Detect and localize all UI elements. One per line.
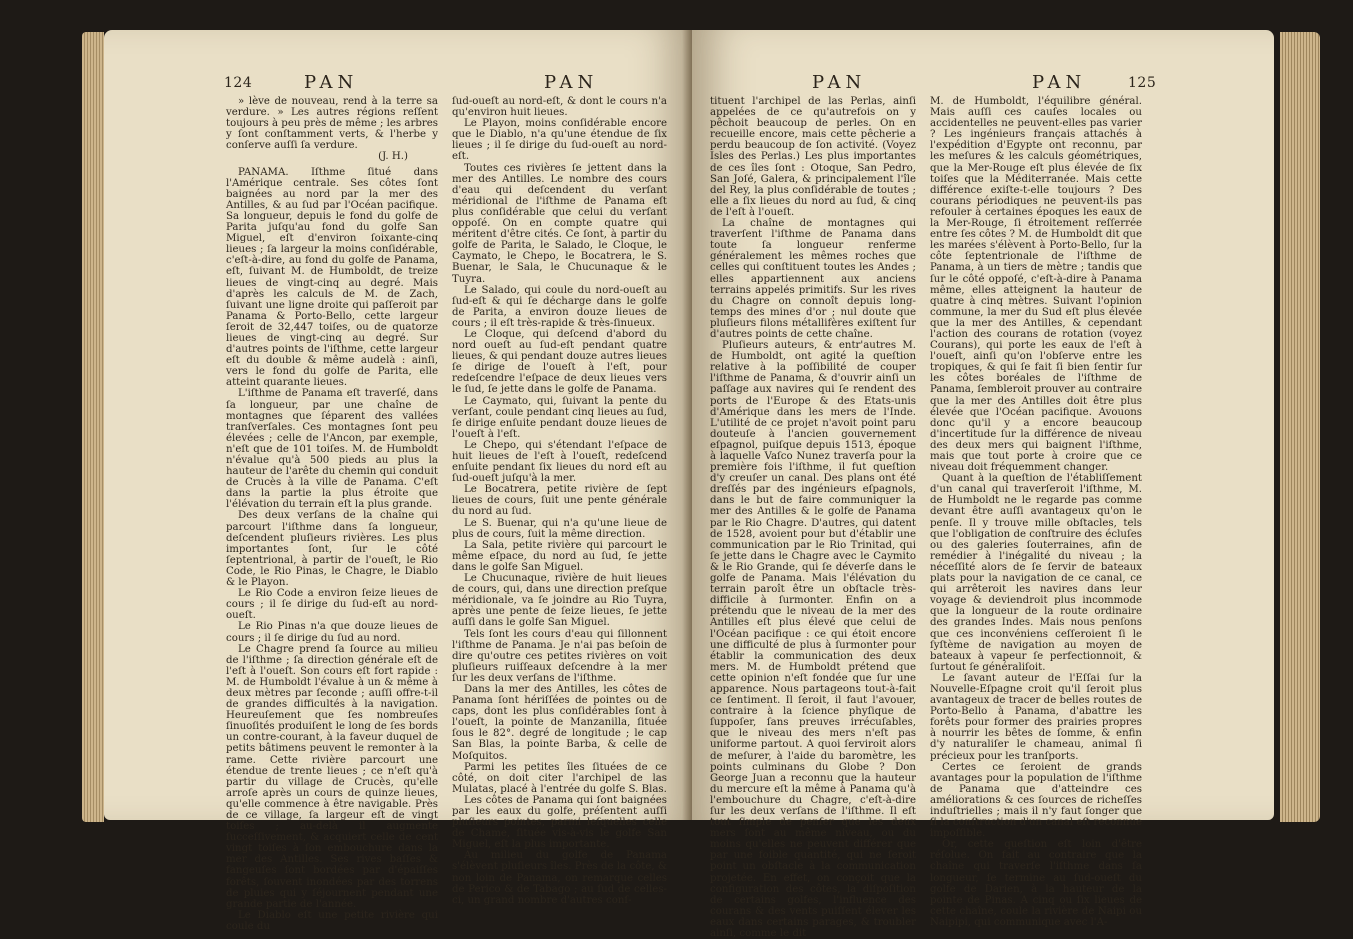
- right-running-head-2: PAN: [1032, 72, 1087, 93]
- right-page-edges: [1280, 32, 1320, 822]
- paragraph: Le Diablo eſt une petite rivière qui coule du: [226, 909, 438, 932]
- signature: (J. H.): [378, 151, 408, 163]
- paragraph: Le Salado, qui coule du nord-oueſt au ſud-eſt & qui ſe décharge dans le golfe de Parita, a environ douze lieues de cours ; il eſt très-rapide & très-ſinueux.: [452, 284, 667, 329]
- paragraph: Le Chagre prend ſa ſource au milieu de l'iſthme ; ſa direction générale eſt de l'eſt à l'oueſt. Son cours eſt fort rapide : M. de Humboldt l'évalue à un & même à deux mètres par ſeconde ; auſſi offre-t-il de grandes difficultés à la navigation. Heureuſement que ſes nombreuſes ſinuoſités produiſent le long de ſes bords un contre-courant, à la faveur duquel de petits bâtimens peuvent le remonter à la rame. Cette rivière parcourt une étendue de trente lieues ; ce n'eſt qu'à partir du village de Crucès, qu'elle arroſe après un cours de quinze lieues, qu'elle commence à être navigable. Près de ce village, ſa largeur eſt de vingt toiſes ; au-delà il augmente ſucceſſivement, & acquiert celle de cent vingt toiſes à ſon embouchure dans la mer des Antilles. Ses rives baſſes & fangeuſes ſont bordées par d'épaiſſes forêts, ſouvent inondées par des torrens de pluies qui y ſéjournent pendant une grande partie de l'année.: [226, 643, 438, 910]
- paragraph: Tels ſont les cours d'eau qui ſillonnent l'iſthme de Panama. Je n'ai pas beſoin de dire qu'outre ces petites rivières on voit pluſieurs ruiſſeaux deſcendre à la mer ſur les deux verſans de l'iſthme.: [452, 628, 667, 684]
- paragraph: Le Cloque, qui deſcend d'abord du nord oueſt au ſud-eſt pendant quatre lieues, & qui pendant douze autres lieues ſe dirige de l'oueſt à l'eſt, pour redeſcendre l'eſpace de deux lieues vers le ſud, ſe jette dans le golfe de Panama.: [452, 328, 667, 396]
- left-page: [104, 30, 692, 932]
- paragraph: Au milieu du golfe de Panama s'élèvent pluſieurs îles. Près de la côte, & non loin de Panama, on remarque celles de Perico & de Tabago ; au ſud de celles-ci, un grand nombre d'autres conſ-: [452, 850, 667, 906]
- paragraph: La chaîne de montagnes qui traverſent l'iſthme de Panama dans toute ſa longueur renferme généralement les mêmes roches que celles qui conſtituent toutes les Andes ; elles appartiennent aux anciens terrains appelés primitifs. Sur les rives du Chagre on connoît depuis long-temps des mines d'or ; nul doute que pluſieurs filons métallifères exiſtent ſur d'autres points de cette chaîne.: [710, 218, 916, 340]
- right-page-number: 125: [1128, 75, 1157, 91]
- paragraph: Le Rio Pinas n'a que douze lieues de cours ; il ſe dirige du ſud au nord.: [226, 621, 438, 644]
- left-page-edges: [82, 32, 104, 822]
- right-page: [692, 30, 1274, 939]
- paragraph: Le Playon, moins conſidérable encore que le Diablo, n'a qu'une étendue de ſix lieues ; il ſe dirige du ſud-oueſt au nord-eſt.: [452, 118, 667, 163]
- paragraph: PANAMA. Iſthme ſitué dans l'Amérique centrale. Ses côtes ſont baignées au nord par la mer des Antilles, & au ſud par l'Océan pacifique. Sa longueur, depuis le fond du golfe de Parita juſqu'au fond du golfe San Miguel, eſt d'environ ſoixante-cinq lieues ; ſa largeur la moins conſidérable, c'eſt-à-dire, au fond du golfe de Panama, eſt, ſuivant M. de Humboldt, de treize lieues de vingt-cinq au degré. Mais d'après les calculs de M. de Zach, ſuivant une ligne droite qui paſſeroit par Panama & Porto-Bello, cette largeur ſeroit de 32,447 toiſes, ou de quatorze lieues de vingt-cinq au degré. Sur d'autres points de l'iſthme, cette largeur eſt du double & même audelà : ainſi, vers le fond du golfe de Parita, elle atteint quarante lieues.: [226, 166, 438, 389]
- paragraph: Le Chucunaque, rivière de huit lieues de cours, qui, dans une direction preſque méridionale, va ſe joindre au Rio Tuyra, après une pente de ſeize lieues, ſe jette auſſi dans le golfe San Miguel.: [452, 573, 667, 629]
- right-column-1: [710, 96, 916, 939]
- paragraph: Des deux verſans de la chaîne qui parcourt l'iſthme dans ſa longueur, deſcendent pluſieurs rivières. Les plus importantes ſont, ſur le côté ſeptentrional, à partir de l'oueſt, le Rio Code, le Rio Pinas, le Chagre, le Diablo & le Playon.: [226, 510, 438, 589]
- open-book: [96, 18, 1306, 939]
- left-page-number: 124: [224, 75, 253, 91]
- paragraph: » lève de nouveau, rend à la terre sa verdure. » Les autres régions reſſent toujours à peu près de même ; les arbres y ſont conſtamment verts, & l'herbe y conſerve auſſi ſa verdure.: [226, 96, 438, 152]
- paragraph: ſud-oueſt au nord-eſt, & dont le cours n'a qu'environ huit lieues.: [452, 96, 667, 119]
- paragraph: Pluſieurs auteurs, & entr'autres M. de Humboldt, ont agité la queſtion relative à la poſſibilité de couper l'iſthme de Panama, & d'ouvrir ainſi un paſſage aux navires qui ſe rendent des ports de l'Europe & des Etats-unis d'Amérique dans les mers de l'Inde. L'utilité de ce projet n'avoit point paru douteuſe à l'ancien gouvernement eſpagnol, puiſque depuis 1513, époque à laquelle Vaſco Nunez traverſa pour la première fois l'iſthme, il fut queſtion d'y creuſer un canal. Des plans ont été dreſſés par des ingénieurs eſpagnols, dans le but de faire communiquer la mer des Antilles & le golfe de Panama par le Rio Chagre. D'autres, qui datent de 1528, avoient pour but d'établir une communication par le Rio Trinitad, qui ſe jette dans le Chagre avec le Caymito & le Rio Grande, qui ſe déverſe dans le golfe de Panama. Mais l'élévation du terrain paroît être un obſtacle très-difficile à ſurmonter. Enfin on a prétendu que le niveau de la mer des Antilles eſt plus élevé que celui de l'Océan pacifique : ce qui étoit encore une difficulté de plus à ſurmonter pour établir la communication des deux mers. M. de Humboldt prétend que cette opinion n'eſt fondée que ſur une apparence. Nous partageons tout-à-fait ce ſentiment. Il ſeroit, il faut l'avouer, contraire à la ſcience phyſique de ſuppoſer, ſans preuves irrécuſables, que le niveau des mers n'eſt pas uniforme partout. A quoi ſerviroit alors de meſurer, à l'aide du baromètre, les points culminans du Globe ? Don George Juan a reconnu que la hauteur du mercure eſt la même à Panama qu'à l'embouchure du Chagre, c'eſt-à-dire ſur les deux verſans de l'iſthme. Il eſt tout ſimple de penſer que les deux mers ſont au même niveau, ou du moins qu'elles ne peuvent différer que par une foible quantité, qui ne ſeroit point un obſtacle à la communication projetée. En effet, on conçoit que la configuration des côtes, la diſpoſition de certains golfes, l'influence des courans & des vents puiſſent élever les eaux dans certains parages, & troubler ainſi, comme le dit: [710, 340, 916, 939]
- paragraph: Le Bocatrera, petite rivière de ſept lieues de cours, ſuit une pente générale du nord au ſud.: [452, 484, 667, 518]
- right-column-2: [930, 96, 1143, 928]
- left-column-1: [226, 96, 438, 932]
- left-column-2: [452, 96, 668, 906]
- paragraph: tituent l'archipel de las Perlas, ainſi appelées de ce qu'autrefois on y pêchoit beaucoup de perles. On en recueille encore, mais cette pêcherie a perdu beaucoup de ſon activité. (Voyez Isles des Perlas.) Les plus importantes de ces îles ſont : Otoque, San Pedro, San Joſé, Galera, & principalement l'île del Rey, la plus conſidérable de toutes ; elle a ſix lieues du nord au ſud, & cinq de l'eſt à l'oueſt.: [710, 96, 916, 218]
- paragraph: Le Rio Code a environ ſeize lieues de cours ; il ſe dirige du ſud-eſt au nord-oueſt.: [226, 588, 438, 622]
- paragraph: La Sala, petite rivière qui parcourt le même eſpace, du nord au ſud, ſe jette dans le golfe San Miguel.: [452, 539, 667, 573]
- paragraph: Certes ce ſeroient de grands avantages pour la population de l'iſthme de Panama que d'atteindre ces améliorations & ces ſources de richeſſes induſtrielles ; mais il n'y faut ſonger que ſi la conſtruction d'un canal eſt reconnue impoſſible.: [930, 761, 1142, 840]
- paragraph: Or, cette queſtion eſt loin d'être réſolue. On fait au contraire que la chaîne qui traverſe l'iſthme dans ſa longueur, ſe termine au ſud-oueſt du golfe de Darien, à la hauteur de la pointe de Pinas. A cinq ou ſix lieues de cette chaîne, coule la rivière de Naipi ou Naipipi, qui communique avec l'A-: [930, 839, 1142, 928]
- paragraph: L'iſthme de Panama eſt traverſé, dans ſa longueur, par une chaîne de montagnes que ſéparent des vallées tranſverſales. Ces montagnes ſont peu élevées ; celle de l'Ancon, par exemple, n'eſt que de 101 toiſes. M. de Humboldt n'évalue qu'à 500 pieds au plus la hauteur de l'arête du chemin qui conduit de Crucès à la ville de Panama. C'eſt dans la partie la plus étroite que l'élévation du terrain eſt la plus grande.: [226, 388, 438, 511]
- paragraph: Les côtes de Panama qui ſont baignées par les eaux du golfe, préſentent auſſi pluſieurs pointes, parmi leſquelles celle de Chame, ſituée vis-à-vis le golfe San Miguel, eſt la plus importante.: [452, 794, 667, 851]
- paragraph: Le Chepo, qui s'étendant l'eſpace de huit lieues de l'eſt à l'oueſt, redeſcend enſuite pendant ſix lieues du nord eſt au ſud-oueſt juſqu'à la mer.: [452, 439, 667, 485]
- right-running-head-1: PAN: [812, 72, 867, 93]
- paragraph: Dans la mer des Antilles, les côtes de Panama ſont hériſſées de pointes ou de caps, dont les plus conſidérables ſont à l'oueſt, la pointe de Manzanilla, ſituée ſous le 82°. degré de longitude ; le cap San Blas, la pointe Barba, & celle de Moſquitos.: [452, 683, 667, 762]
- paragraph: Le ſavant auteur de l'Eſſai ſur la Nouvelle-Eſpagne croit qu'il ſeroit plus avantageux de tracer de belles routes de Porto-Bello à Panama, d'abattre les forêts pour former des prairies propres à nourrir les bêtes de ſomme, & enfin d'y naturaliſer le chameau, animal ſi précieux pour les tranſports.: [930, 672, 1142, 762]
- left-running-head-2: PAN: [544, 72, 599, 93]
- paragraph: Le Caymato, qui, ſuivant la pente du verſant, coule pendant cinq lieues au ſud, ſe dirige enſuite pendant douze lieues de l'oueſt à l'eſt.: [452, 395, 668, 440]
- paragraph: Parmi les petites îles ſituées de ce côté, on doit citer l'archipel de las Mulatas, placé à l'entrée du golfe S. Blas.: [452, 761, 667, 795]
- paragraph: Quant à la queſtion de l'établiſſement d'un canal qui traverſeroit l'iſthme, M. de Humboldt ne le regarde pas comme devant être auſſi avantageux qu'on le penſe. Il y trouve mille obſtacles, tels que l'obligation de conſtruire des écluſes ou des galeries ſouterraines, afin de remédier à l'inégalité du niveau ; la néceſſité alors de ſe ſervir de bateaux plats pour la navigation de ce canal, ce qui arrêteroit les navires dans leur voyage & deviendroit plus incommode que la longueur de la route ordinaire des grandes Indes. Mais nous penſons que ces inconvéniens ceſſeroient ſi le ſyſtème de navigation au moyen de bateaux à vapeur ſe perfectionnoit, & ſurtout ſe généraliſoit.: [930, 473, 1142, 673]
- left-running-head-1: PAN: [304, 72, 359, 93]
- paragraph: Le S. Buenar, qui n'a qu'une lieue de plus de cours, ſuit la même direction.: [452, 517, 667, 540]
- paragraph: M. de Humboldt, l'équilibre général. Mais auſſi ces cauſes locales ou accidentelles ne peuvent-elles pas varier ? Les ingénieurs français attachés à l'expédition d'Egypte ont reconnu, par les meſures & les calculs géométriques, que la Mer-Rouge eſt plus élevée de ſix toiſes que la Méditerranée. Mais cette différence exiſte-t-elle toujours ? Des courans périodiques ne peuvent-ils pas refouler à certaines époques les eaux de la Mer-Rouge, ſi étroitement reſſerrée entre ſes côtes ? M. de Humboldt dit que les marées s'élèvent à Porto-Bello, ſur la côte ſeptentrionale de l'iſthme de Panama, à un tiers de mètre ; tandis que ſur le côté oppoſé, c'eſt-à-dire à Panama même, elles atteignent la hauteur de quatre à cinq mètres. Suivant l'opinion commune, la mer du Sud eſt plus élevée que la mer des Antilles, & cependant l'action des courans de rotation (voyez Courans), qui porte les eaux de l'eſt à l'oueſt, ainſi qu'on l'obſerve entre les tropiques, & qui ſe fait ſi bien ſentir ſur les côtes boréales de l'iſthme de Panama, ſembleroit prouver au contraire que la mer des Antilles doit être plus élevée que l'Océan pacifique. Avouons donc qu'il y a encore beaucoup d'incertitude ſur la différence de niveau des deux mers qui baignent l'iſthme, mais que tout porte à croire que ce niveau doit fréquemment changer.: [930, 96, 1143, 474]
- paragraph: Toutes ces rivières ſe jettent dans la mer des Antilles. Le nombre des cours d'eau qui deſcendent du verſant méridional de l'iſthme de Panama eſt plus conſidérable que celui du verſant oppoſé. On en compte quatre qui méritent d'être cités. Ce ſont, à partir du golfe de Parita, le Salado, le Cloque, le Caymato, le Chepo, le Bocatrera, le S. Buenar, le Sala, le Chucunaque & le Tuyra.: [452, 162, 667, 285]
